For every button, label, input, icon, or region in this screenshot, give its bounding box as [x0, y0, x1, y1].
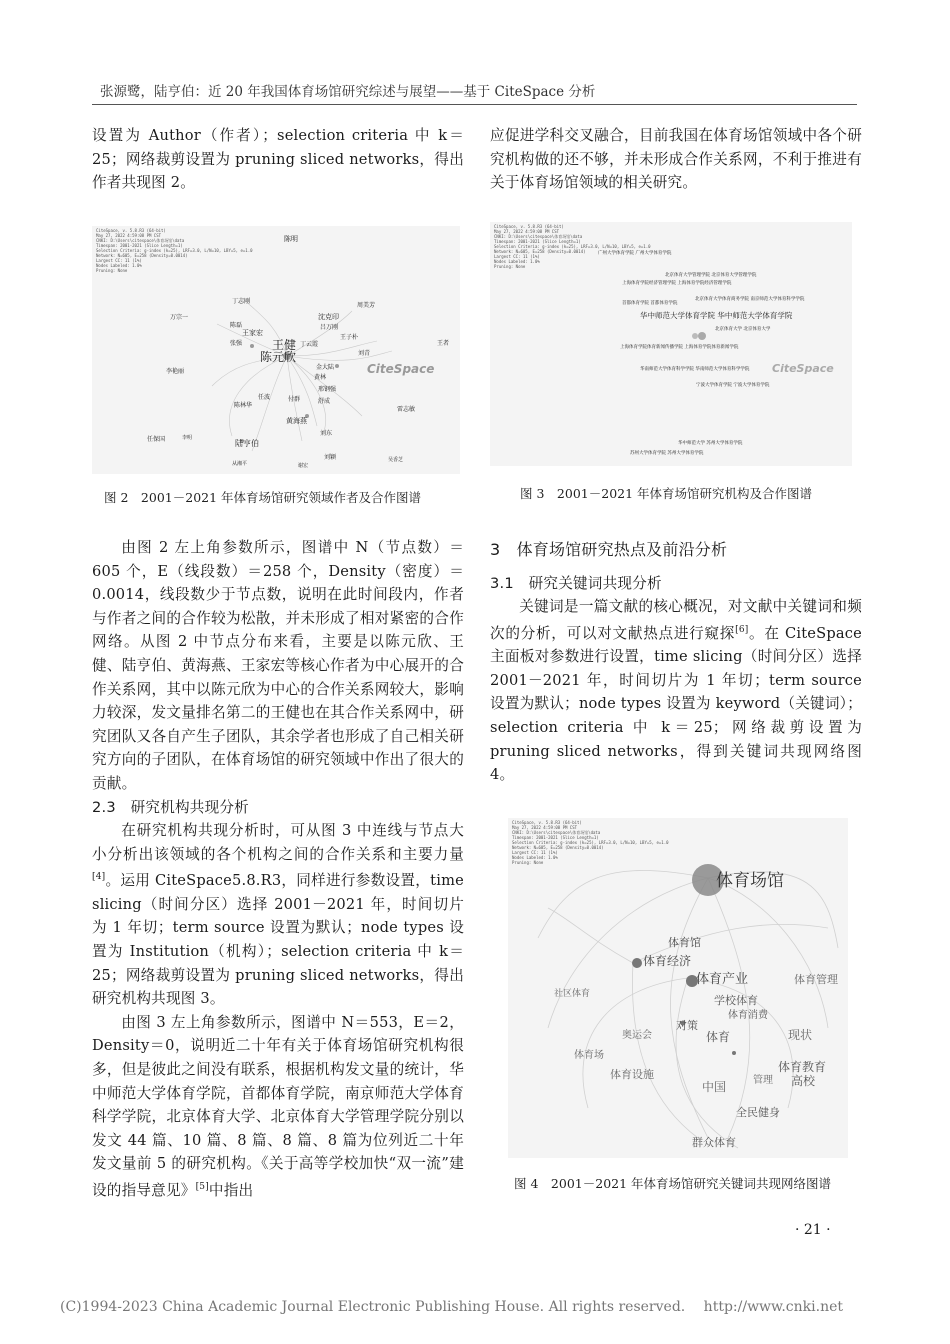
node-label: 周美芳	[357, 302, 376, 309]
keyword-label: 体育产业	[696, 972, 749, 987]
node-label: 陈明	[284, 235, 298, 243]
keyword-label: 体育消费	[728, 1010, 768, 1021]
figure-3-caption: 图 3 2001－2021 年体育场馆研究机构及合作图谱	[520, 486, 813, 501]
figure-4-keyword-network	[508, 818, 848, 1158]
node-label: 黄海燕	[286, 417, 307, 425]
node-label: 上海体育学院体育新闻传播学院 上海体育学院体育新闻学院	[620, 345, 739, 350]
section-heading-2-3: 2.3 研究机构共现分析	[92, 798, 249, 816]
node-label: 北京体育大学体育商务学院 南京师范大学体育科学学院	[695, 297, 805, 302]
node-label: 华中师范大学 苏州大学体育学院	[678, 441, 743, 446]
node-label: 任保国	[147, 436, 166, 443]
citation-ref: [4]	[92, 872, 106, 883]
node-label: 陈元欣	[260, 350, 297, 364]
running-header: 张源鹭，陆亨伯：近 20 年我国体育场馆研究综述与展望——基于 CiteSpace 分析	[100, 84, 596, 100]
paragraph: 由图 3 左上角参数所示，图谱中 N＝553，E＝2，Density＝0，说明近二十年有关于体育场馆研究机构很多，但是彼此之间没有联系，根据机构发文量的统计，华中师范大学体育学院，首都体育学院，南京师范大学体育科学学院，北京体育大学、北京体育大学管理学院分别以发文 44 篇、10 篇、8 篇、8 篇、8 篇为位列近二十年发文量前 5 的研究机构。《关于高等学校加快“双一流”建设的指导意见》[5]中指出	[92, 1013, 464, 1199]
left-column-top	[92, 124, 464, 195]
node-label: 谢宏	[298, 463, 309, 469]
keyword-label: 体育设施	[610, 1068, 654, 1081]
node-label: 首都体育学院 首都体育学院	[622, 301, 678, 306]
node-label: 北京体育大学管理学院 北京体育大学管理学院	[665, 273, 757, 278]
right-column-top	[490, 124, 862, 195]
node-label: 李艳丽	[166, 368, 185, 375]
keyword-label: 高校	[791, 1074, 816, 1088]
keyword-label: 中国	[702, 1080, 727, 1094]
left-column-body	[92, 536, 464, 1202]
figure-4-caption: 图 4 2001－2021 年体育场馆研究关键词共现网络图谱	[514, 1176, 832, 1191]
node-label: 沈克印	[318, 313, 339, 321]
figure-2-caption: 图 2 2001－2021 年体育场馆研究领域作者及合作图谱	[104, 490, 422, 505]
keyword-label: 社区体育	[554, 989, 591, 999]
node-label: 吴香芝	[388, 457, 404, 463]
node-label: 黄林	[314, 374, 327, 381]
node-label: 金大陆	[316, 364, 335, 371]
node-label: 丁志刚	[232, 298, 251, 305]
node-label: 王健	[272, 338, 297, 352]
keyword-label: 学校体育	[714, 994, 758, 1007]
citespace-logo: CiteSpace	[367, 362, 435, 376]
keyword-label: 体育	[706, 1030, 731, 1044]
node-label: 王者	[437, 340, 450, 347]
node-label: 广州大学体育学院 广州大学体育学院	[598, 251, 672, 256]
node-label: 苏州大学体育学院 苏州大学体育学院	[630, 451, 704, 456]
section-heading-3: 3 体育场馆研究热点及前沿分析	[490, 540, 728, 559]
node-label: 北京体育大学 北京体育大学	[715, 327, 771, 332]
paragraph: 关键词是一篇文献的核心概况，对文献中关键词和频次的分析，可以对文献热点进行窥探[6]。在 CiteSpace 主面板对参数进行设置，time slicing（时间分区）选择 2001－2021 年，时间切片为 1 年切；term source 设置为默认；node types 设置为 keyword（关键词）；selection criteria 中 k＝25；网络裁剪设置为 pruning sliced networks，得到关键词共现网络图 4。	[490, 598, 862, 784]
node-label: 付群	[288, 396, 301, 403]
node-label: 吕万刚	[320, 324, 339, 331]
keyword-label: 全民健身	[736, 1106, 780, 1119]
node-label: 华南师范大学体育科学学院 华南师范大学体育科学学院	[640, 367, 750, 372]
node-label: 张强	[230, 340, 243, 347]
node-label: 雷志敏	[397, 406, 416, 413]
node-label: 万宗一	[170, 314, 189, 321]
page-number: · 21 ·	[795, 1222, 831, 1238]
paragraph: 由图 2 左上角参数所示，图谱中 N（节点数）＝605 个，E（线段数）＝258 个，Density（密度）＝0.0014，线段数少于节点数，说明在此时间段内，作者与作者之间的合作较为松散，并未形成了相对紧密的合作网络。从图 2 中节点分布来看，主要是以陈元欣、王健、陆亨伯、黄海燕、王家宏等核心作者为中心展开的合作关系网，其中以陈元欣为中心的合作关系网较大，影响力较深，发文量排名第二的王健也在其合作关系网中，研究团队又各自产生子团队，其余学者也形成了自己相关研究方向的子团队，在体育场馆的研究领域中作出了很大的贡献。	[92, 539, 464, 792]
node-label: 陈林华	[234, 402, 253, 409]
keyword-label: 体育管理	[794, 973, 838, 986]
right-column-body	[490, 538, 862, 787]
node-label: 陆亨伯	[235, 439, 259, 448]
keyword-label: 群众体育	[692, 1136, 736, 1149]
paragraph: 在研究机构共现分析时，可从图 3 中连线与节点大小分析出该领域的各个机构之间的合作关系和主要力量[4]。运用 CiteSpace5.8.R3，同样进行参数设置，time slicing（时间分区）选择 2001－2021 年，时间切片为 1 年切；term source 设置为默认；node types 设置为 Institution（机构）；selection criteria 中 k＝25；网络裁剪设置为 pruning sliced networks，得出研究机构共现图 3。	[92, 822, 464, 1008]
node-label: 李明	[182, 435, 193, 441]
node-label: 从湘平	[232, 461, 248, 467]
paragraph: 设置为 Author（作者）；selection criteria 中 k＝25；网络裁剪设置为 pruning sliced networks，得出作者共现图 2。	[92, 127, 464, 192]
keyword-label: 现状	[788, 1028, 813, 1042]
keyword-label: 体育场	[574, 1050, 604, 1061]
header-rule	[92, 104, 857, 105]
keyword-label: 管理	[753, 1075, 773, 1086]
node-label: 华中师范大学体育学院 华中师范大学体育学院	[640, 311, 793, 320]
node-label: 宁波大学体育学院 宁波大学体育学院	[696, 383, 770, 388]
keyword-label: 体育教育	[778, 1060, 827, 1074]
node-label: 上海体育学院经济管理学院 上海体育学院经济管理学院	[622, 281, 732, 286]
keyword-label: 体育经济	[643, 954, 692, 968]
figure-3-institution-network	[490, 222, 852, 466]
paragraph: 应促进学科交叉融合，目前我国在体育场馆领域中各个研究机构做的还不够，并未形成合作关系网，不利于推进有关于体育场馆领域的相关研究。	[490, 127, 862, 192]
figure-2-author-network	[92, 226, 460, 474]
node-label: 陈磊	[230, 322, 243, 329]
keyword-label: 体育馆	[668, 936, 701, 949]
node-label: 任波	[258, 394, 271, 401]
citespace-logo: CiteSpace	[772, 362, 834, 375]
node-label: 王家宏	[242, 329, 263, 337]
citation-ref: [5]	[195, 1181, 209, 1192]
citespace-meta: CiteSpace, v. 5.8.R3 (64-bit) May 27, 2022 4:59:08 PM CST CNKI: D:\Users\citespace\体育场馆\data Timespan: 2001-2021 (Slice Length=1) Selection Criteria: g-index (k=25), LRF=3.0, L/N=10, LBY=5, e=1.0 Network: N=605, E=258 (Density=0.0014) Largest CC: 11 (1%) Nodes Labeled: 1.0% Pruning: None	[96, 228, 253, 273]
keyword-label: 对策	[676, 1019, 698, 1032]
node-label: 丁云霞	[300, 341, 319, 348]
node-label: 邢钢强	[318, 386, 337, 393]
section-heading-3-1: 3.1 研究关键词共现分析	[490, 574, 662, 592]
node-label: 刘东	[320, 430, 333, 437]
node-label: 舒成	[318, 398, 331, 405]
citation-ref: [6]	[735, 624, 749, 635]
citespace-meta-3: CiteSpace, v. 5.8.R3 (64-bit) May 27, 2022 4:59:08 PM CST CNKI: D:\Users\citespace\体育场馆\data Timespan: 2001-2021 (Slice Length=1) Selection Criteria: g-index (k=25), LRF=3.0, L/N=10, LBY=5, e=1.0 Network: N=605, E=258 (Density=0.0014) Largest CC: 11 (1%) Nodes Labeled: 1.0% Pruning: None	[494, 224, 651, 269]
node-label: 刘青	[358, 350, 371, 357]
copyright-footer: (C)1994-2023 China Academic Journal Electronic Publishing House. All rights reserved. http://www.cnki.net	[60, 1299, 844, 1315]
keyword-label: 奥运会	[622, 1030, 652, 1041]
node-label: 刘颖	[324, 454, 337, 461]
node-label: 王子朴	[340, 334, 359, 341]
citespace-meta-4: CiteSpace, v. 5.8.R3 (64-bit) May 27, 2022 4:59:08 PM CST CNKI: D:\Users\citespace\体育场馆\data Timespan: 2001-2021 (Slice Length=1) Selection Criteria: g-index (k=25), LRF=3.0, L/N=10, LBY=5, e=1.0 Network: N=605, E=258 (Density=0.0014) Largest CC: 11 (1%) Nodes Labeled: 1.0% Pruning: None	[512, 820, 669, 865]
keyword-label: 体育场馆	[716, 871, 784, 891]
